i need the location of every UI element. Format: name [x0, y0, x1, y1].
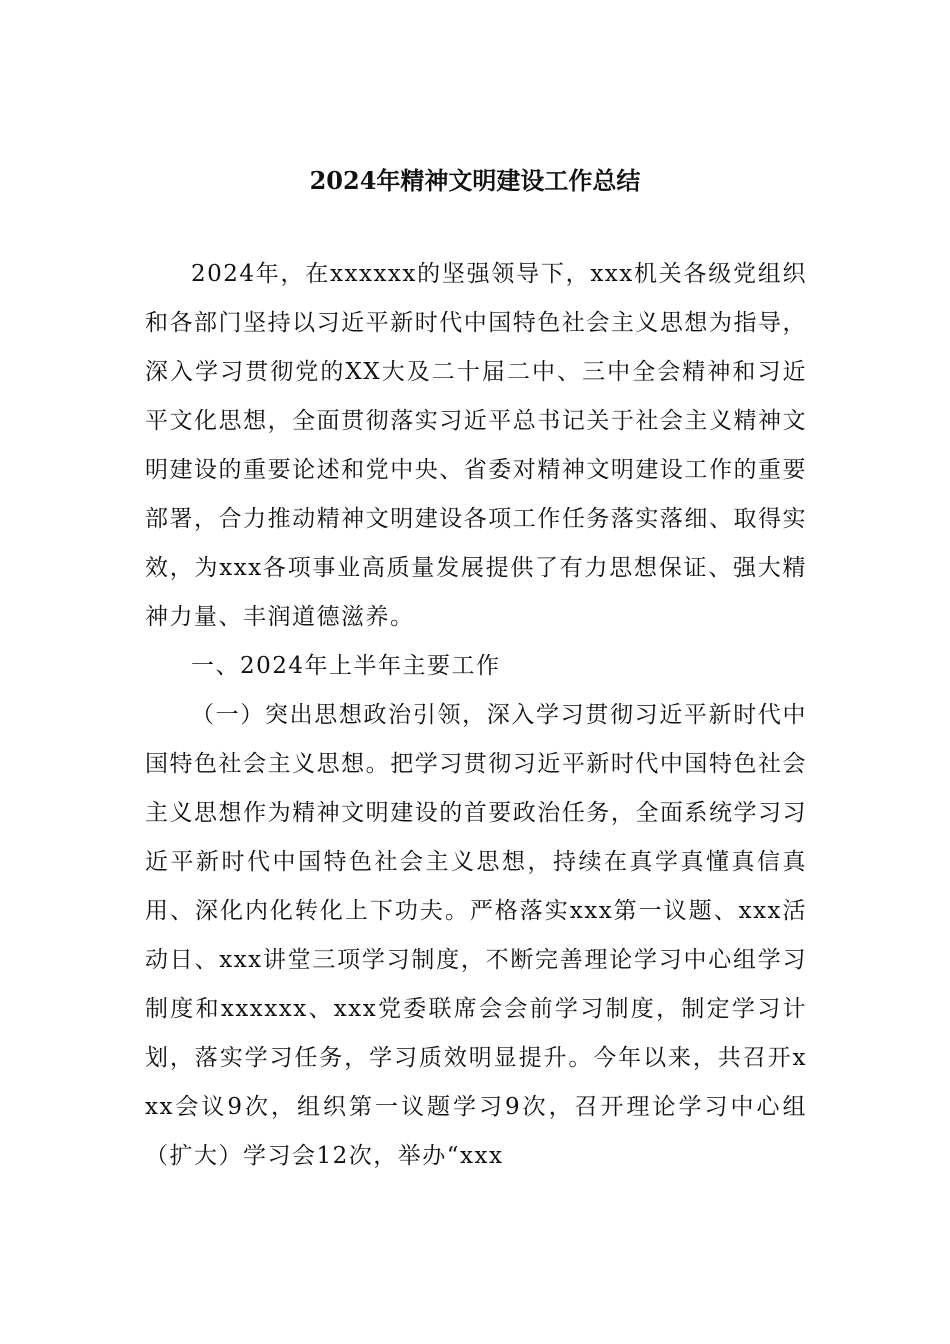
section-heading: 一、2024年上半年主要工作	[191, 653, 501, 679]
paragraph-intro: 2024年，在xxxxxx的坚强领导下，xxx机关各级党组织和各部门坚持以习近平新时代中国特色社会主义思想为指导，深入学习贯彻党的XX大及二十届二中、三中全会精神和习近平文化思想，全面贯彻落实习近平总书记关于社会主义精神文明建设的重要论述和党中央、省委对精神文明建设工作的重要部署，合力推动精神文明建设各项工作任务落实落细、取得实效，为xxx各项事业高质量发展提供了有力思想保证、强大精神力量、丰润道德滋养。	[145, 261, 807, 630]
document-title: 2024年精神文明建设工作总结	[309, 166, 641, 195]
document-body	[145, 250, 807, 1181]
paragraph-section-1: （一）突出思想政治引领，深入学习贯彻习近平新时代中国特色社会主义思想。把学习贯彻习近平新时代中国特色社会主义思想作为精神文明建设的首要政治任务，全面系统学习习近平新时代中国特色社会主义思想，持续在真学真懂真信真用、深化内化转化上下功夫。严格落实xxx第一议题、xxx活动日、xxx讲堂三项学习制度，不断完善理论学习中心组学习制度和xxxxxx、xxx党委联席会会前学习制度，制定学习计划，落实学习任务，学习质效明显提升。今年以来，共召开xxx会议9次，组织第一议题学习9次，召开理论学习中心组（扩大）学习会12次，举办“xxx	[145, 702, 807, 1169]
